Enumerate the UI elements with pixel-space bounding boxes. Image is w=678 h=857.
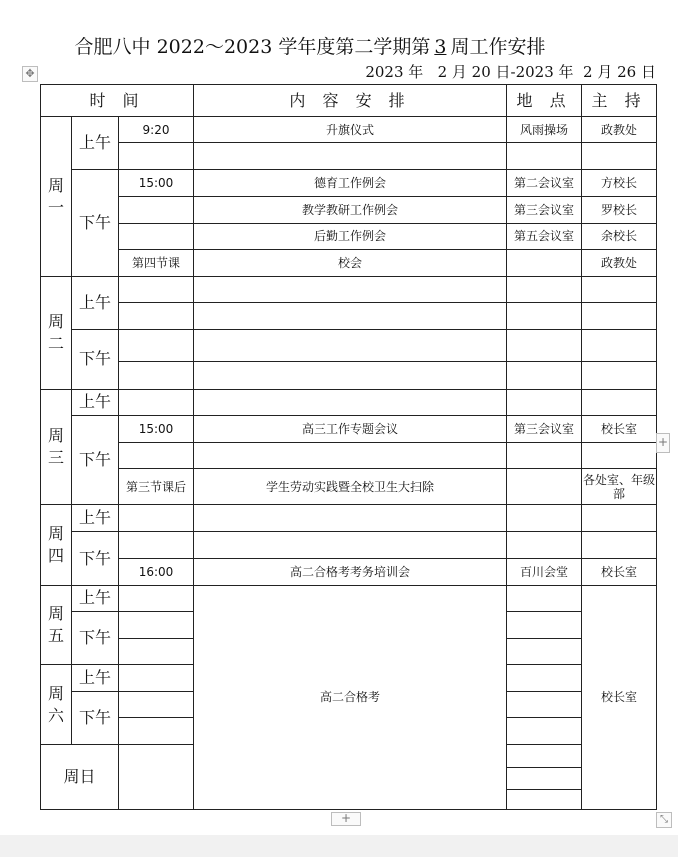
event-content[interactable]: 后勤工作例会 (194, 223, 507, 249)
empty-cell[interactable] (507, 718, 582, 745)
table-row (41, 303, 657, 330)
header-row (41, 85, 657, 117)
event-content[interactable]: 升旗仪式 (194, 117, 507, 143)
table-row (41, 117, 657, 143)
empty-cell[interactable] (119, 303, 194, 330)
event-content[interactable]: 德育工作例会 (194, 170, 507, 196)
day-sun: 周日 (41, 745, 119, 810)
event-host[interactable]: 余校长 (582, 223, 657, 249)
empty-cell[interactable] (119, 745, 194, 810)
event-location[interactable]: 第三会议室 (507, 196, 582, 223)
event-location[interactable]: 第二会议室 (507, 170, 582, 196)
day-fri: 周 五 (41, 585, 72, 664)
empty-cell[interactable] (119, 718, 194, 745)
empty-cell[interactable] (507, 532, 582, 558)
empty-cell[interactable] (582, 143, 657, 170)
event-content-exam[interactable]: 高二合格考 (194, 585, 507, 809)
empty-cell[interactable] (582, 505, 657, 532)
event-host[interactable]: 政教处 (582, 117, 657, 143)
table-resize-icon[interactable]: ⤡ (656, 812, 672, 828)
empty-cell[interactable] (119, 638, 194, 664)
empty-cell[interactable] (194, 143, 507, 170)
empty-cell[interactable] (119, 362, 194, 389)
empty-cell[interactable] (507, 505, 582, 532)
col-header-content: 内 容 安 排 (194, 85, 507, 117)
empty-cell[interactable] (507, 665, 582, 692)
week-number[interactable]: 3 (434, 36, 447, 58)
empty-cell[interactable] (507, 143, 582, 170)
event-time[interactable] (119, 196, 194, 223)
empty-cell[interactable] (119, 665, 194, 692)
empty-cell[interactable] (194, 532, 507, 558)
table-row (41, 330, 657, 362)
table-row (41, 469, 657, 505)
empty-cell[interactable] (582, 362, 657, 389)
event-time[interactable]: 15:00 (119, 170, 194, 196)
table-row (41, 532, 657, 558)
mon-pm: 下午 (72, 170, 119, 277)
table-row (41, 196, 657, 223)
title-suffix: 周工作安排 (450, 36, 546, 58)
day-thu: 周 四 (41, 505, 72, 585)
empty-cell[interactable] (119, 532, 194, 558)
date-range: 2023 年 2 月 20 日-2023 年 2 月 26 日 (365, 63, 656, 81)
event-content[interactable]: 高二合格考考务培训会 (194, 558, 507, 585)
empty-cell[interactable] (119, 442, 194, 468)
event-location[interactable]: 百川会堂 (507, 558, 582, 585)
empty-cell[interactable] (582, 389, 657, 415)
day-mon: 周 一 (41, 117, 72, 277)
empty-cell[interactable] (507, 789, 582, 809)
empty-cell[interactable] (507, 330, 582, 362)
col-header-time: 时 间 (41, 85, 194, 117)
table-row (41, 558, 657, 585)
event-host[interactable]: 各处室、年级部 (582, 469, 657, 505)
fri-pm: 下午 (72, 611, 119, 664)
event-location[interactable]: 风雨操场 (507, 117, 582, 143)
event-host[interactable]: 罗校长 (582, 196, 657, 223)
empty-cell[interactable] (507, 692, 582, 718)
add-row-icon[interactable]: + (331, 812, 361, 826)
table-row (41, 249, 657, 276)
empty-cell[interactable] (119, 330, 194, 362)
event-location[interactable] (507, 249, 582, 276)
event-content[interactable]: 学生劳动实践暨全校卫生大扫除 (194, 469, 507, 505)
event-host[interactable]: 校长室 (582, 415, 657, 442)
empty-cell[interactable] (582, 330, 657, 362)
empty-cell[interactable] (194, 389, 507, 415)
page-title (0, 32, 620, 59)
empty-cell[interactable] (119, 611, 194, 638)
sat-pm: 下午 (72, 692, 119, 745)
event-location[interactable] (507, 469, 582, 505)
empty-cell[interactable] (194, 303, 507, 330)
empty-cell[interactable] (119, 692, 194, 718)
col-header-location: 地 点 (507, 85, 582, 117)
table-row (41, 442, 657, 468)
table-row (41, 505, 657, 532)
empty-cell[interactable] (507, 277, 582, 303)
table-row (41, 223, 657, 249)
empty-cell[interactable] (119, 143, 194, 170)
event-content[interactable]: 高三工作专题会议 (194, 415, 507, 442)
event-location[interactable]: 第三会议室 (507, 415, 582, 442)
event-location[interactable]: 第五会议室 (507, 223, 582, 249)
fri-am: 上午 (72, 585, 119, 611)
thu-am: 上午 (72, 505, 119, 532)
event-content[interactable]: 校会 (194, 249, 507, 276)
tue-am: 上午 (72, 277, 119, 330)
day-sat: 周 六 (41, 665, 72, 745)
event-host[interactable]: 方校长 (582, 170, 657, 196)
table-row (41, 143, 657, 170)
empty-cell[interactable] (507, 389, 582, 415)
empty-cell[interactable] (507, 745, 582, 767)
event-time[interactable] (119, 223, 194, 249)
empty-cell[interactable] (119, 277, 194, 303)
table-move-handle-icon[interactable]: ✥ (22, 66, 38, 82)
empty-cell[interactable] (194, 362, 507, 389)
table-row (41, 389, 657, 415)
empty-cell[interactable] (582, 303, 657, 330)
schedule-table (40, 84, 657, 810)
empty-cell[interactable] (582, 442, 657, 468)
bottom-bar (0, 835, 678, 857)
empty-cell[interactable] (582, 277, 657, 303)
table-row (41, 585, 657, 611)
title-prefix: 合肥八中 2022～2023 学年度第二学期第 (74, 36, 431, 58)
empty-cell[interactable] (119, 389, 194, 415)
table-row (41, 415, 657, 442)
table-row (41, 277, 657, 303)
wed-am: 上午 (72, 389, 119, 415)
add-column-icon[interactable]: + (656, 433, 670, 453)
event-time[interactable]: 16:00 (119, 558, 194, 585)
event-host[interactable]: 校长室 (582, 558, 657, 585)
event-content[interactable]: 教学教研工作例会 (194, 196, 507, 223)
event-time[interactable]: 第四节课 (119, 249, 194, 276)
empty-cell[interactable] (194, 442, 507, 468)
thu-pm: 下午 (72, 532, 119, 585)
empty-cell[interactable] (194, 277, 507, 303)
event-time[interactable]: 第三节课后 (119, 469, 194, 505)
empty-cell[interactable] (119, 585, 194, 611)
event-time[interactable]: 15:00 (119, 415, 194, 442)
empty-cell[interactable] (507, 303, 582, 330)
table-row (41, 362, 657, 389)
table-row (41, 170, 657, 196)
tue-pm: 下午 (72, 330, 119, 389)
day-wed: 周 三 (41, 389, 72, 505)
empty-cell[interactable] (582, 532, 657, 558)
event-host-exam[interactable]: 校长室 (582, 585, 657, 809)
empty-cell[interactable] (507, 767, 582, 789)
col-header-host: 主 持 (582, 85, 657, 117)
empty-cell[interactable] (507, 362, 582, 389)
empty-cell[interactable] (194, 330, 507, 362)
wed-pm: 下午 (72, 415, 119, 504)
empty-cell[interactable] (507, 585, 582, 611)
empty-cell[interactable] (507, 638, 582, 664)
empty-cell[interactable] (119, 505, 194, 532)
sat-am: 上午 (72, 665, 119, 692)
event-host[interactable]: 政教处 (582, 249, 657, 276)
mon-am: 上午 (72, 117, 119, 170)
day-tue: 周 二 (41, 277, 72, 390)
empty-cell[interactable] (507, 611, 582, 638)
empty-cell[interactable] (507, 442, 582, 468)
empty-cell[interactable] (194, 505, 507, 532)
event-time[interactable]: 9:20 (119, 117, 194, 143)
